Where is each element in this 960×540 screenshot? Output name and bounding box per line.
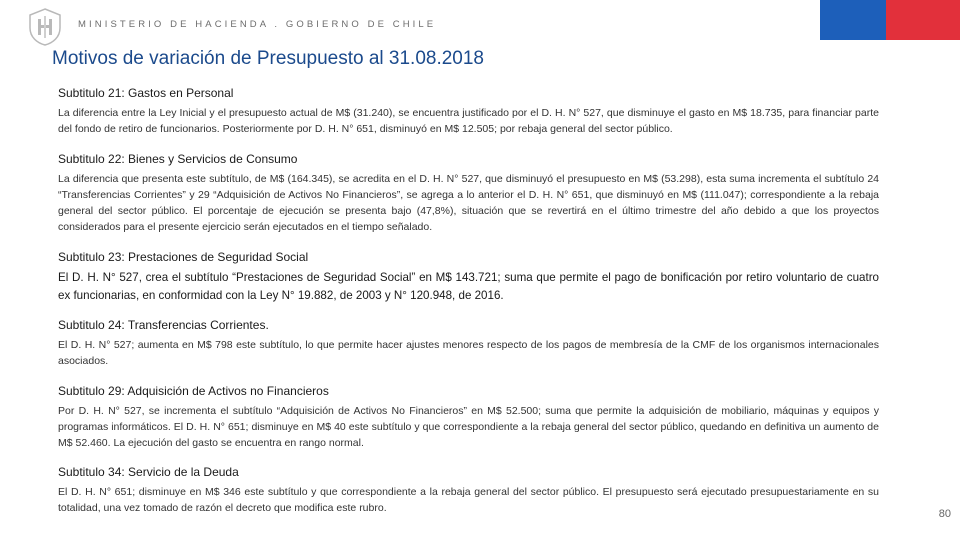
section-body: La diferencia que presenta este subtítulo, de M$ (164.345), se acredita en el D. H. N° 527, que disminuyó el presupuesto en M$ (53.298), esta suma incrementa el subtítulo 24 “Transferencias Corrientes” y 29 “Adquisición de Activos No Financieros”, se agrega a lo anterior el D. H. N° 651, que disminuyó en M$ (111.047); correspondiente a la rebaja general del sector público. El porcentaje de ejecución se presenta bajo (47,8%), situación que se revertirá en el último trimestre del año debido a que los proyectos considerados para el presente ejercicio serán ejecutados en el tiempo señalado.: [58, 173, 879, 233]
section-title: Subtitulo 23: Prestaciones de Seguridad Social: [58, 250, 309, 264]
section-body: El D. H. N° 527, crea el subtítulo “Prestaciones de Seguridad Social” en M$ 143.721; suma que permite el pago de bonificación por retiro voluntario de cuatro ex funcionarias, en conformidad con la Ley N° 19.882, de 2003 y N° 120.948, de 2016.: [58, 271, 879, 302]
section-title: Subtitulo 29: Adquisición de Activos no Financieros: [58, 384, 329, 398]
section-subtitulo-24: [58, 318, 879, 369]
section-body: El D. H. N° 527; aumenta en M$ 798 este subtítulo, lo que permite hacer ajustes menores respecto de los pagos de membresía de la CMF de los organismos internacionales asociados.: [58, 339, 879, 367]
section-body: El D. H. N° 651; disminuye en M$ 346 este subtítulo y que correspondiente a la rebaja general del sector público. El presupuesto será ejecutado presupuestariamente en su totalidad, una vez tomado de razón el decreto que modifica este rubro.: [58, 486, 879, 514]
section-body: Por D. H. N° 527, se incrementa el subtítulo “Adquisición de Activos No Financieros” en M$ 52.500; suma que permite la adquisición de mobiliario, máquinas y equipos y programas informáticos. El D. H. N° 651; disminuye en M$ 40 este subtítulo y que correspondiente a la rebaja general del sector público, quedando en definitiva un aumento de M$ 52.460. La ejecución del gasto se encuentra en rango normal.: [58, 405, 879, 449]
section-subtitulo-34: [58, 465, 879, 516]
section-subtitulo-21: [58, 86, 879, 137]
section-title: Subtitulo 34: Servicio de la Deuda: [58, 465, 239, 479]
page-title: Motivos de variación de Presupuesto al 31.08.2018: [52, 48, 484, 69]
section-title: Subtitulo 22: Bienes y Servicios de Consumo: [58, 152, 298, 166]
flag-red-block: [886, 0, 960, 40]
flag-blue-block: [820, 0, 886, 40]
section-subtitulo-22: [58, 152, 879, 235]
page-number: 80: [938, 508, 951, 520]
ministerio-hacienda-seal-icon: [28, 8, 62, 46]
chile-flag-band: [820, 0, 960, 40]
ministry-header: MINISTERIO DE HACIENDA . GOBIERNO DE CHILE: [78, 19, 437, 30]
section-subtitulo-29: [58, 384, 879, 451]
section-body: La diferencia entre la Ley Inicial y el presupuesto actual de M$ (31.240), se encuentra justificado por el D. H. N° 527, que disminuye el gasto en M$ 18.735, para financiar parte del fondo de retiro de funcionarios. Posteriormente por D. H. N° 651, disminuyó en M$ 12.505; por rebaja general del sector público.: [58, 107, 879, 135]
section-title: Subtitulo 21: Gastos en Personal: [58, 86, 234, 100]
section-subtitulo-23: [58, 250, 879, 305]
section-title: Subtitulo 24: Transferencias Corrientes.: [58, 318, 269, 332]
